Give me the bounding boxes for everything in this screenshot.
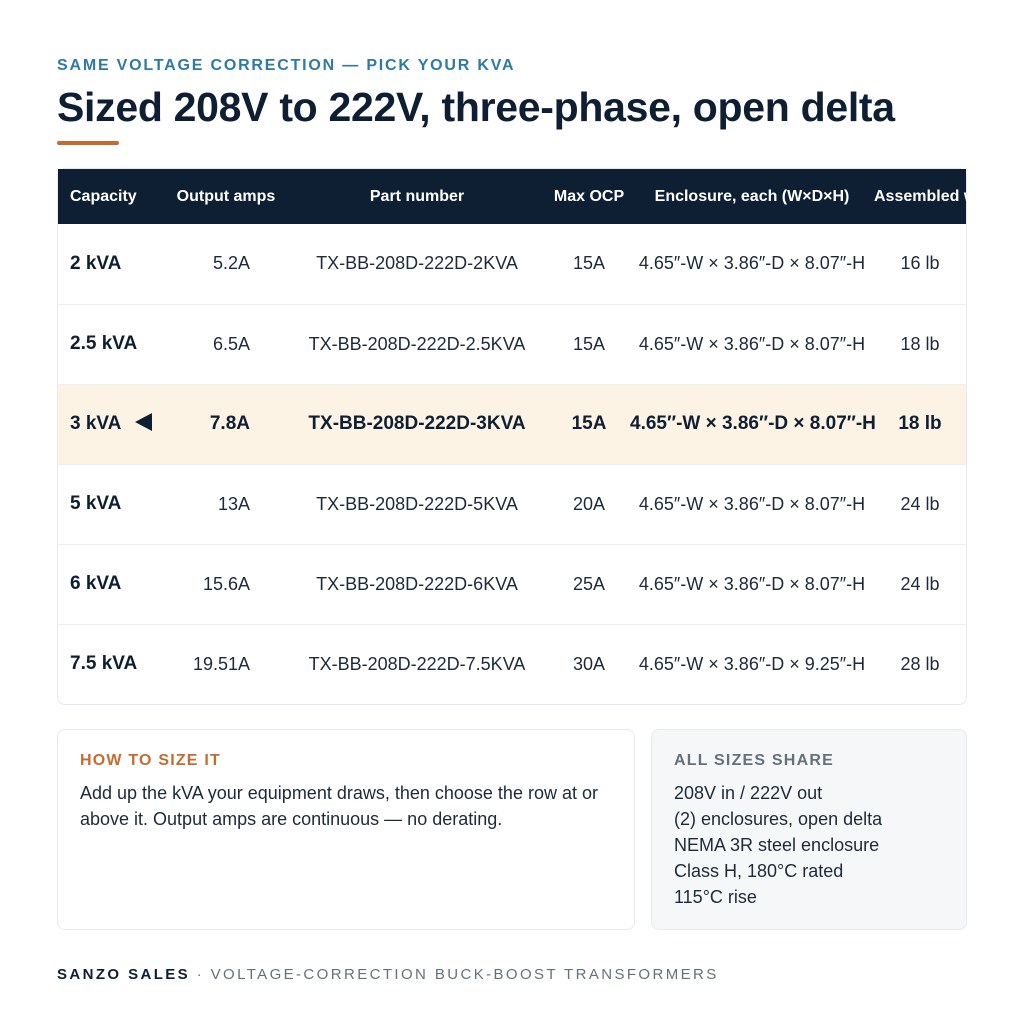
cell-capacity: 2 kVA	[70, 252, 122, 274]
shared-spec-item: NEMA 3R steel enclosure	[674, 835, 880, 855]
cell-part-number: TX-BB-208D-222D-6KVA	[316, 573, 518, 594]
cell-enclosure: 4.65″-W × 3.86″-D × 8.07″-H	[630, 413, 876, 434]
table-row	[58, 624, 966, 704]
cell-weight: 28 lb	[900, 653, 940, 674]
cell-max-ocp: 30A	[572, 653, 606, 674]
cell-max-ocp: 15A	[571, 413, 607, 434]
how-to-size-label: HOW TO SIZE IT	[80, 752, 221, 769]
cell-output-amps: 15.6A	[202, 573, 250, 594]
shared-specs-card	[651, 729, 967, 930]
page-title: Sized 208V to 222V, three-phase, open delta	[57, 84, 895, 130]
table-row	[58, 304, 966, 384]
cell-weight: 18 lb	[898, 413, 942, 434]
cell-part-number: TX-BB-208D-222D-5KVA	[316, 493, 518, 514]
cell-capacity	[58, 384, 166, 464]
footer	[57, 966, 719, 983]
table-header-row	[58, 169, 966, 224]
cell-max-ocp: 20A	[572, 493, 606, 514]
cell-part-number: TX-BB-208D-222D-3KVA	[308, 413, 526, 434]
left-pointer-icon	[135, 413, 152, 431]
shared-spec-item: 208V in / 222V out	[674, 783, 823, 803]
cell-capacity: 2.5 kVA	[70, 333, 138, 354]
cell-part-number: TX-BB-208D-222D-2.5KVA	[308, 333, 526, 354]
cell-part-number: TX-BB-208D-222D-2KVA	[316, 253, 518, 274]
footer-separator: ·	[190, 966, 211, 983]
cell-enclosure: 4.65″-W × 3.86″-D × 9.25″-H	[638, 653, 866, 674]
cell-output-amps: 13A	[217, 493, 250, 514]
cell-enclosure: 4.65″-W × 3.86″-D × 8.07″-H	[638, 493, 866, 514]
eyebrow: SAME VOLTAGE CORRECTION — PICK YOUR KVA	[57, 57, 516, 74]
shared-spec-item: Class H, 180°C rated	[674, 861, 844, 881]
cell-enclosure: 4.65″-W × 3.86″-D × 8.07″-H	[638, 333, 866, 354]
table-row	[58, 544, 966, 624]
cell-weight: 16 lb	[900, 253, 940, 274]
column-header-output-amps: Output amps	[176, 187, 276, 205]
cell-weight: 24 lb	[900, 573, 940, 594]
table-row	[58, 464, 966, 544]
cell-capacity-label: 3 kVA	[70, 413, 122, 434]
cell-output-amps: 19.51A	[192, 653, 250, 674]
accent-rule	[57, 141, 119, 145]
how-to-size-card	[57, 729, 635, 930]
cell-enclosure: 4.65″-W × 3.86″-D × 8.07″-H	[638, 253, 866, 274]
how-to-size-text: Add up the kVA your equipment draws, then choose the row at or above it. Output amps are continuous — no derating.	[80, 783, 598, 829]
column-header-enclosure: Enclosure, each (W×D×H)	[654, 187, 850, 205]
spec-sheet	[57, 0, 982, 1024]
shared-spec-item: 115°C rise	[674, 887, 757, 907]
cell-enclosure: 4.65″-W × 3.86″-D × 8.07″-H	[638, 573, 866, 594]
cell-max-ocp: 15A	[572, 253, 606, 274]
column-header-capacity: Capacity	[70, 187, 137, 205]
column-header-max-ocp: Max OCP	[553, 187, 625, 205]
cell-output-amps: 7.8A	[209, 413, 250, 434]
cell-output-amps: 5.2A	[212, 253, 250, 274]
table-row	[58, 224, 966, 304]
sizing-table	[57, 168, 982, 705]
cell-max-ocp: 25A	[572, 573, 606, 594]
column-header-weight: Assembled wt	[874, 187, 982, 205]
cell-weight: 24 lb	[900, 493, 940, 514]
shared-spec-item: (2) enclosures, open delta	[674, 809, 883, 829]
cell-capacity: 6 kVA	[70, 573, 122, 594]
column-header-part-number: Part number	[369, 187, 465, 205]
footer-tagline: VOLTAGE-CORRECTION BUCK-BOOST TRANSFORMERS	[210, 966, 719, 983]
cell-max-ocp: 15A	[572, 333, 606, 354]
footer-brand: SANZO SALES	[57, 966, 191, 983]
cell-capacity: 5 kVA	[70, 493, 122, 514]
cell-output-amps: 6.5A	[212, 333, 250, 354]
cell-part-number: TX-BB-208D-222D-7.5KVA	[308, 653, 526, 674]
table-row-highlighted	[58, 384, 966, 464]
cell-weight: 18 lb	[900, 333, 940, 354]
shared-specs-label: ALL SIZES SHARE	[674, 752, 834, 769]
cell-capacity: 7.5 kVA	[70, 653, 138, 675]
